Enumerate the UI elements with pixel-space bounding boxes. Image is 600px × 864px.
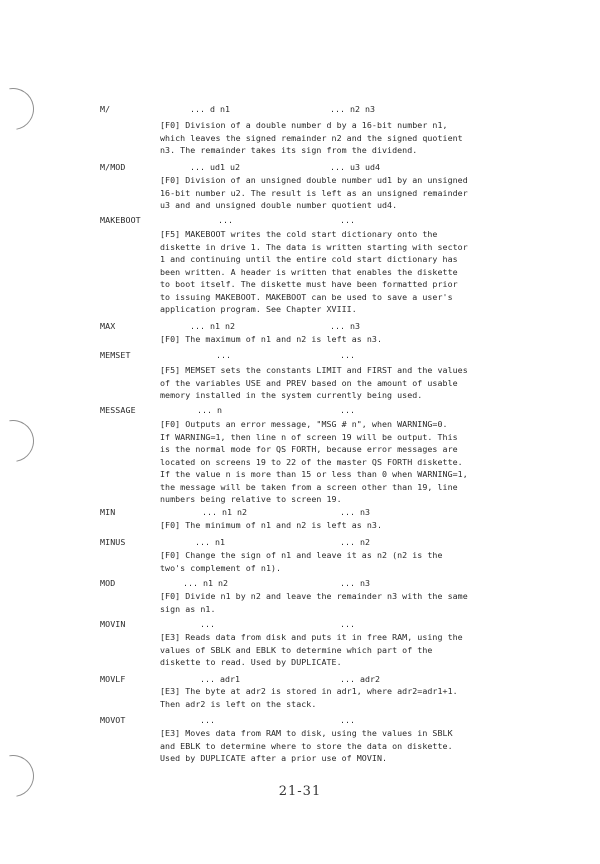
- entry-word: MOVIN: [100, 619, 126, 629]
- stack-after: ... n3: [340, 578, 370, 588]
- description-line: [F0] Division of a double number d by a 16-bit number n1,: [160, 120, 448, 130]
- description-line: and EBLK to determine where to store the data on diskette.: [160, 740, 453, 751]
- stack-before: ... n1 n2: [202, 507, 247, 517]
- description-line: [F0] The maximum of n1 and n2 is left as n3.: [160, 334, 382, 344]
- punch-hole-mark: [0, 80, 42, 138]
- entry-description: [160, 333, 530, 346]
- description-line: If the value n is more than 15 or less than 0 when WARNING=1,: [160, 469, 468, 479]
- description-line: diskette to read. Used by DUPLICATE.: [160, 657, 342, 667]
- description-line: [F0] Divide n1 by n2 and leave the remainder n3 with the same: [160, 591, 468, 601]
- stack-before: ... n1 n2: [190, 321, 235, 331]
- description-line: is the normal mode for QS FORTH, because error messages are: [160, 444, 458, 454]
- description-line: [F0] Division of an unsigned double number ud1 by an unsigned: [160, 175, 468, 185]
- description-line: numbers being relative to screen 19.: [160, 494, 342, 504]
- entry-word: MEMSET: [100, 350, 131, 360]
- stack-before: ... n: [197, 405, 222, 415]
- description-line: which leaves the signed remainder n2 and the signed quotient: [160, 132, 463, 143]
- entry-description: [160, 418, 530, 506]
- entry-description: [160, 364, 530, 402]
- description-line: If WARNING=1, then line n of screen 19 will be output. This: [160, 431, 458, 442]
- description-line: of the variables USE and PREV based on the amount of usable: [160, 377, 458, 388]
- stack-before: ... n1 n2: [183, 578, 228, 588]
- entry-word: MOVOT: [100, 715, 126, 725]
- entry-word: MAX: [100, 321, 116, 331]
- stack-before: ...: [200, 715, 215, 725]
- description-line: values of SBLK and EBLK to determine which part of the: [160, 644, 433, 655]
- stack-after: ... adr2: [340, 674, 380, 684]
- description-line: [F0] Change the sign of n1 and leave it as n2 (n2 is the: [160, 550, 443, 560]
- entry-word: MOD: [100, 578, 116, 588]
- stack-before: ...: [218, 215, 233, 225]
- description-line: located on screens 19 to 22 of the master QS FORTH diskette.: [160, 456, 463, 467]
- description-line: [E3] The byte at adr2 is stored in adr1, where adr2=adr1+1.: [160, 686, 458, 696]
- stack-after: ...: [340, 215, 355, 225]
- entry-word: MINUS: [100, 537, 126, 547]
- description-line: Then adr2 is left on the stack.: [160, 698, 317, 709]
- description-line: application program. See Chapter XVIII.: [160, 304, 357, 314]
- description-line: 16-bit number u2. The result is left as an unsigned remainder: [160, 187, 468, 198]
- stack-before: ... ud1 u2: [190, 162, 240, 172]
- description-line: [F5] MAKEBOOT writes the cold start dictionary onto the: [160, 229, 438, 239]
- stack-before: ...: [216, 350, 231, 360]
- entry-word: MOVLF: [100, 674, 126, 684]
- stack-before: ...: [200, 619, 215, 629]
- description-line: been written. A header is written that enables the diskette: [160, 266, 458, 277]
- stack-after: ...: [340, 715, 355, 725]
- entry-word: M/: [100, 104, 111, 114]
- entry-description: [160, 519, 530, 532]
- description-line: [F0] The minimum of n1 and n2 is left as n3.: [160, 520, 382, 530]
- stack-before: ... n1: [195, 537, 225, 547]
- entry-description: [160, 631, 530, 669]
- description-line: 1 and continuing until the entire cold start dictionary has: [160, 254, 458, 264]
- description-line: diskette in drive 1. The data is written starting with sector: [160, 241, 468, 252]
- stack-after: ... n2 n3: [330, 104, 375, 114]
- stack-after: ...: [340, 350, 355, 360]
- description-line: u3 and and unsigned double number quotient ud4.: [160, 200, 398, 210]
- stack-before: ... adr1: [200, 674, 240, 684]
- description-line: to issuing MAKEBOOT. MAKEBOOT can be used to save a user's: [160, 291, 453, 302]
- description-line: [F5] MEMSET sets the constants LIMIT and FIRST and the values: [160, 365, 468, 375]
- stack-after: ... n3: [330, 321, 360, 331]
- entry-description: [160, 549, 530, 574]
- entry-word: MESSAGE: [100, 405, 136, 415]
- punch-hole-mark: [0, 412, 42, 470]
- entry-description: [160, 685, 530, 710]
- stack-after: ...: [340, 619, 355, 629]
- description-line: to boot itself. The diskette must have been formatted prior: [160, 279, 458, 289]
- entry-description: [160, 228, 530, 316]
- description-line: Used by DUPLICATE after a prior use of MOVIN.: [160, 753, 388, 763]
- description-line: n3. The remainder takes its sign from the dividend.: [160, 145, 418, 155]
- entry-word: MIN: [100, 507, 116, 517]
- entry-word: M/MOD: [100, 162, 126, 172]
- entry-description: [160, 727, 530, 765]
- description-line: sign as n1.: [160, 603, 216, 614]
- stack-after: ...: [340, 405, 355, 415]
- description-line: [E3] Moves data from RAM to disk, using the values in SBLK: [160, 728, 453, 738]
- entry-word: MAKEBOOT: [100, 215, 141, 225]
- description-line: [E3] Reads data from disk and puts it in free RAM, using the: [160, 632, 463, 642]
- stack-after: ... n3: [340, 507, 370, 517]
- page-number: 21-31: [278, 784, 322, 799]
- stack-after: ... n2: [340, 537, 370, 547]
- description-line: [F0] Outputs an error message, "MSG # n", when WARNING=0.: [160, 419, 448, 429]
- stack-after: ... u3 ud4: [330, 162, 380, 172]
- description-line: two's complement of n1).: [160, 562, 282, 573]
- entry-description: [160, 590, 530, 615]
- description-line: memory installed in the system currently being used.: [160, 390, 423, 400]
- stack-before: ... d n1: [190, 104, 230, 114]
- description-line: the message will be taken from a screen other than 19, line: [160, 481, 458, 492]
- entry-description: [160, 119, 530, 157]
- entry-description: [160, 174, 530, 212]
